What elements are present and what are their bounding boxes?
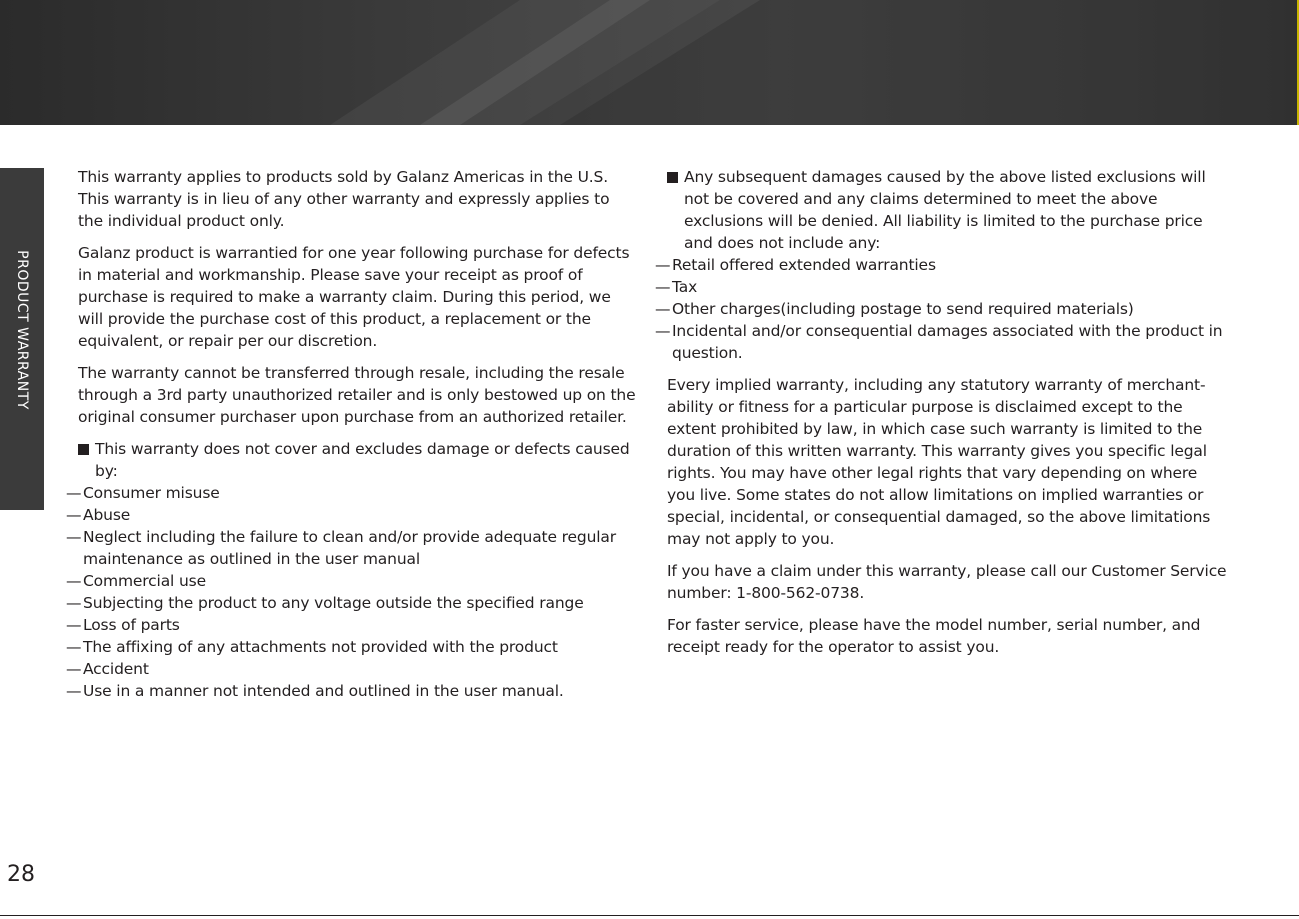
dash-bullet-icon: — xyxy=(66,528,82,546)
list-item: — Subjecting the product to any voltage outside the specified range xyxy=(66,594,584,612)
dash-bullet-icon: — xyxy=(655,322,671,340)
paragraph: Every implied warranty, including any statutory warranty of merchant-ability or fitness for a particular purpose is disclaimed except to the extent prohibited by law, in which case such warranty is limited to the duration of this written warranty. This warranty gives you specific legal rights. You may have other legal rights that vary depending on where you live. Some states do not allow limitations on implied warranties or special, incidental, or consequential damaged, so the above limitations may not apply to you. xyxy=(667,376,1211,548)
paragraph: Galanz product is warrantied for one year following purchase for defects in material and workmanship. Please save your receipt as proof of purchase is required to make a warranty claim. During this period, we will provide the purchase cost of this product, a replacement or the equivalent, or repair per our discretion. xyxy=(78,244,630,350)
damages-list xyxy=(655,254,1227,364)
section-side-tab-label: PRODUCT WARRANTY xyxy=(14,250,30,410)
dash-bullet-icon: — xyxy=(66,572,82,590)
header-banner xyxy=(0,0,1299,125)
dash-bullet-icon: — xyxy=(66,484,82,502)
paragraph: This warranty applies to products sold by Galanz Americas in the U.S. This warranty is in lieu of any other warranty and expressly applies to the individual product only. xyxy=(78,168,610,230)
dash-bullet-icon: — xyxy=(66,682,82,700)
list-item: — Neglect including the failure to clean and/or provide adequate regular maintenance as outlined in the user manual xyxy=(66,528,616,568)
left-column xyxy=(66,166,638,712)
paragraph: For faster service, please have the model number, serial number, and receipt ready for the operator to assist you. xyxy=(667,616,1201,656)
dash-bullet-icon: — xyxy=(66,660,82,678)
list-item: — Accident xyxy=(66,660,149,678)
dash-bullet-icon: — xyxy=(66,616,82,634)
exclusions-list xyxy=(66,482,638,702)
damages-lead: Any subsequent damages caused by the above listed exclusions will not be covered and any claims determined to meet the above exclusions will be denied. All liability is limited to the purchase price and does not include any: xyxy=(667,166,1227,254)
page-number: 28 xyxy=(7,862,35,887)
paragraph: The warranty cannot be transferred through resale, including the resale through a 3rd party unauthorized retailer and is only bestowed up on the original consumer purchaser upon purchase from an authorized retailer. xyxy=(78,364,636,426)
footer-rule xyxy=(0,915,1299,916)
list-item: — Retail offered extended warranties xyxy=(655,256,936,274)
list-item: — Other charges(including postage to send required materials) xyxy=(655,300,1134,318)
list-item: — Commercial use xyxy=(66,572,206,590)
list-item: — Consumer misuse xyxy=(66,484,220,502)
dash-bullet-icon: — xyxy=(655,278,671,296)
dash-bullet-icon: — xyxy=(66,594,82,612)
square-bullet-icon xyxy=(78,444,89,455)
dash-bullet-icon: — xyxy=(655,256,671,274)
list-item: — Tax xyxy=(655,278,698,296)
paragraph: If you have a claim under this warranty, please call our Customer Service number: 1-800-562-0738. xyxy=(667,562,1227,602)
banner-decoration xyxy=(0,0,1299,125)
list-item: — Incidental and/or consequential damages associated with the product in question. xyxy=(655,322,1223,362)
dash-bullet-icon: — xyxy=(66,638,82,656)
list-item: — Abuse xyxy=(66,506,131,524)
dash-bullet-icon: — xyxy=(66,506,82,524)
list-item: — Loss of parts xyxy=(66,616,180,634)
right-column xyxy=(655,166,1227,668)
list-item: — The affixing of any attachments not provided with the product xyxy=(66,638,558,656)
square-bullet-icon xyxy=(667,172,678,183)
dash-bullet-icon: — xyxy=(655,300,671,318)
exclusions-lead: This warranty does not cover and excludes damage or defects caused by: xyxy=(78,438,638,482)
list-item: — Use in a manner not intended and outlined in the user manual. xyxy=(66,682,564,700)
